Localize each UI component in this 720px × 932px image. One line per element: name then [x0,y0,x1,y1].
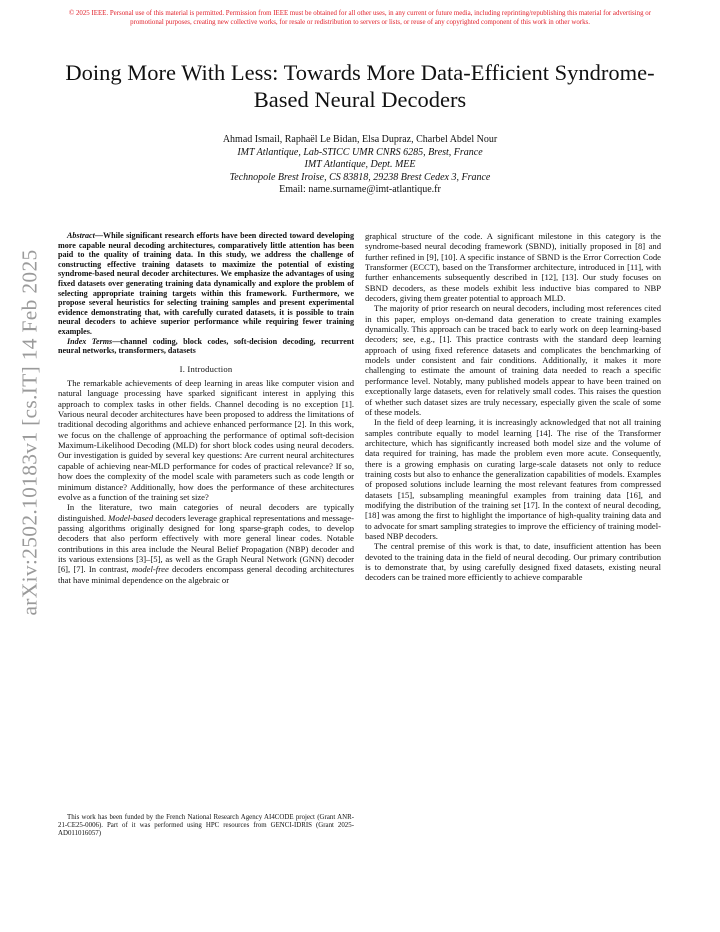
right-paragraph-4: The central premise of this work is that, to date, insufficient attention has been devoted to the training data in the field of neural decoding. Our primary contribution is to demonstrate that, by using carefully designed fixed datasets, existing neural decoders can be trained more efficiently to achieve comparable [365,541,661,583]
abstract-label: Abstract [67,231,95,240]
affiliation-line-1: IMT Atlantique, Lab-STICC UMR CNRS 6285, Brest, France [237,146,483,158]
emphasis-model-free: model-free [131,564,169,575]
emphasis-model-based: Model-based [108,512,154,523]
paper-title: Doing More With Less: Towards More Data-Efficient Syndrome-Based Neural Decoders [65,60,655,112]
right-paragraph-1: graphical structure of the code. A significant milestone in this category is the syndrome-based neural decoding framework (SBND), initially proposed in [8] and further refined in [9], [10]. A specific instance of SBND is the Error Correction Code Transformer (ECCT), based on the Transformer architecture, introduced in [11], with further enhancements subsequently described in [12], [13]. Our study focuses on SBND decoders, as these models exhibit less inductive bias compared to NBP decoders, giving them greater potential to approach MLD. [365,231,661,304]
section-heading-introduction: I. Introduction [179,363,233,374]
intro-paragraph-2 [58,502,354,585]
affiliation-line-3: Technopole Brest Iroise, CS 83818, 29238 Brest Cedex 3, France [229,171,491,183]
right-paragraph-2: The majority of prior research on neural decoders, including most references cited in this paper, employs on-demand data generation to create training examples dynamically. This approach can be traced back to early work on deep learning-based decoders; see, e.g., [1]. This practice contrasts with the standard deep learning approach of using fixed reference datasets and complicates the benchmarking of models under consistent and fair conditions. Additionally, it makes it more challenging to estimate the amount of training data needed to reach a specific performance level. Notably, many published models appear to have been trained on exceptionally large datasets, even for relatively small codes. This raises the question of whether such dataset sizes are truly necessary, especially given the scale of some of these models. [365,303,661,417]
left-column [58,231,354,585]
author-email: Email: name.surname@imt-atlantique.fr [279,184,441,195]
arxiv-identifier [6,248,54,616]
intro-paragraph-2-part-c: decoders encompass general decoding architectures that have minimal dependence on the algebraic or [58,564,354,585]
index-terms-label: Index Terms [67,336,113,346]
index-terms [58,337,354,356]
affiliation-line-2: IMT Atlantique, Dept. MEE [304,159,416,170]
intro-paragraph-2-part-b: decoders leverage graphical representations and message-passing algorithms originally designed for long sparse-graph codes, to develop decoders that also perform effectively with more general linear codes. Notable contributions in this area include the Neural Belief Propagation (NBP) decoder and its various extensions [3]–[5], as well as the Graph Neural Network (GNN) decoder [6], [7]. In contrast, [58,512,355,575]
abstract-text: —While significant research efforts have been directed toward developing more capable neural decoding architectures, comparatively little attention has been paid to the quality of training data. In this study, we address the challenge of constructing effective training datasets to maximize the potential of existing syndrome-based neural decoder architectures. We emphasize the advantages of using fixed datasets over generating training data dynamically and explore the problem of selecting appropriate training targets within this framework. Furthermore, we propose several heuristics for selecting training samples and present experimental evidence demonstrating that, with carefully curated datasets, it is possible to train neural decoders to achieve superior performance while requiring fewer training examples. [58,231,354,336]
author-block [60,134,660,197]
copyright-notice: © 2025 IEEE. Personal use of this material is permitted. Permission from IEEE must be obtained for all other uses, in any current or future media, including reprinting/republishing this material for advertising or promotional purposes, creating new collective works, for resale or redistribution to servers or lists, or reuse of any copyrighted component of this work in other works. [69,10,651,26]
right-paragraph-3: In the field of deep learning, it is increasingly acknowledged that not all training samples contribute equally to model learning [14]. The rise of the Transformer architecture, which has significantly increased both model size and the volume of data required for training, has made the problem even more acute. Consequently, there is a growing emphasis on curating large-scale datasets not only to reduce training costs but also to enhance the generalization capabilities of models. Examples of proposed solutions include learning the most relevant features from compressed datasets [15], subsampling meaningful examples from training data [16], and modifying the distribution of the training set [17]. In the context of neural decoding, [18] was among the first to highlight the importance of high-quality training data and to advocate for smart sampling strategies to improve the efficiency of training model-based NBP decoders. [365,417,661,541]
arxiv-identifier-text: arXiv:2502.10183v1 [cs.IT] 14 Feb 2025 [17,248,42,616]
author-names: Ahmad Ismail, Raphaël Le Bidan, Elsa Dupraz, Charbel Abdel Nour [222,134,498,145]
abstract [58,231,354,337]
funding-footnote: This work has been funded by the French National Research Agency AI4CODE project (Grant ANR-21-CE25-0006). Part of it was performed using HPC resources from GENCI-IDRIS (Grant 2025-AD011016057) [58,814,354,838]
intro-paragraph-2-part-a: In the literature, two main categories of neural decoders are typically distinguished. [58,502,354,523]
intro-paragraph-1: The remarkable achievements of deep learning in areas like computer vision and natural language processing have sparked significant interest in applying this approach to complex tasks in other fields. Channel decoding is no exception [1]. Various neural decoder architectures have been proposed to address the limitations of traditional decoding algorithms and achieve enhanced performance [2]. In this work, we focus on the challenge of approaching the performance of optimal soft-decision Maximum-Likelihood Decoding (MLD) for short block codes using neural decoders. Our investigation is guided by several key questions: Are current neural architectures capable of achieving near-MLD performance for codes of practical relevance? If so, how does the complexity of the model scale with parameters such as code length or minimum distance? Additionally, how does the performance of these architectures evolve as a function of the training set size? [58,378,354,502]
right-column [365,231,661,583]
index-terms-text: —channel coding, block codes, soft-decision decoding, recurrent neural networks, transformers, datasets [58,336,355,356]
